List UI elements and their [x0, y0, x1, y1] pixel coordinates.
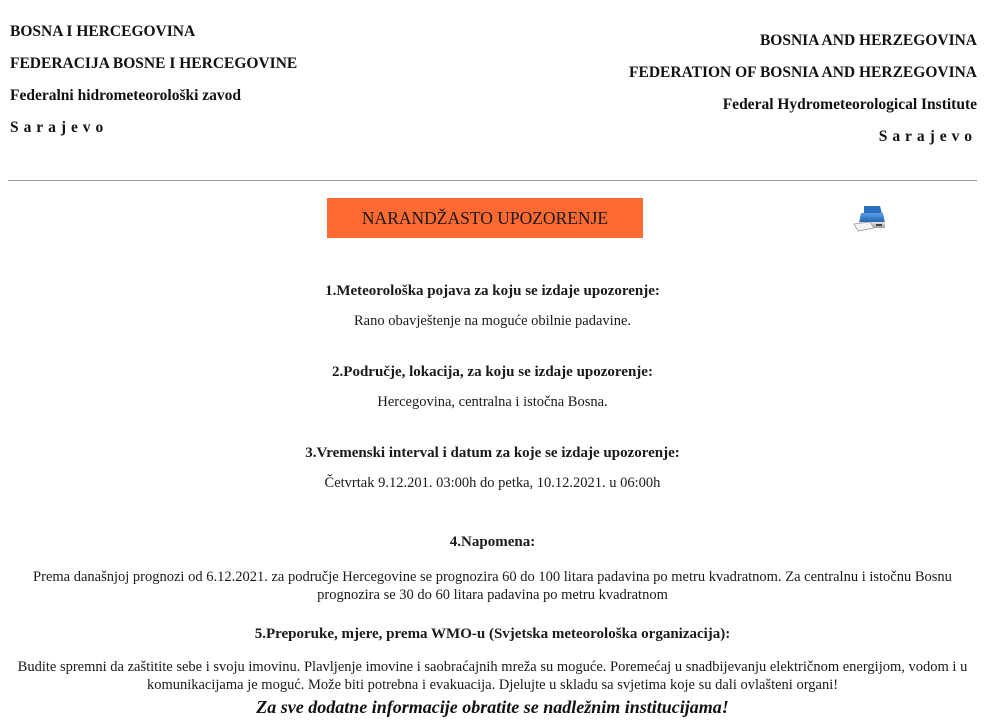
warning-row: [0, 181, 985, 281]
section-2: [12, 362, 973, 411]
warning-content: [0, 281, 985, 718]
closing-note: Za sve dodatne informacije obratite se nadležnim institucijama!: [256, 697, 729, 717]
section-2-title: 2.Područje, lokacija, za koju se izdaje upozorenje:: [332, 364, 653, 380]
warning-level-badge: NARANDŽASTO UPOZORENJE: [327, 198, 643, 238]
header-institute-bs: Federalni hidrometeorološki zavod: [10, 87, 242, 104]
printer-icon[interactable]: [852, 204, 888, 234]
section-1: [12, 281, 973, 330]
section-2-text: Hercegovina, centralna i istočna Bosna.: [377, 394, 608, 410]
header-city-en: Sarajevo: [878, 128, 977, 145]
section-5-title: 5.Preporuke, mjere, prema WMO-u (Svjetska meteorološka organizacija):: [254, 626, 731, 642]
section-4-text: Prema današnjoj prognozi od 6.12.2021. za područje Hercegovine se prognozira 60 do 100 litara padavina po metru kvadratnom. Za centralnu i istočnu Bosnu prognozira se 30 do 60 litara padavina po metru kvadratnom: [33, 569, 952, 603]
section-1-title: 1.Meteorološka pojava za koju se izdaje upozorenje:: [325, 283, 660, 299]
header-city-bs: Sarajevo: [10, 119, 109, 136]
header-country-en: BOSNIA AND HERZEGOVINA: [759, 32, 977, 49]
section-3-title: 3.Vremenski interval i datum za koje se izdaje upozorenje:: [305, 445, 680, 461]
header-left: [10, 22, 297, 150]
section-4-title: 4.Napomena:: [449, 534, 536, 550]
section-5-text: Budite spremni da zaštitite sebe i svoju imovinu. Plavljenje imovine i saobraćajnih mreža su moguće. Poremećaj u snadbijevanju električnom energijom, vodom i u komunikacijama je moguć. Može biti potrebna i evakuacija. Djelujte u skladu sa svjetima koje su dali ovlašteni organi!: [17, 659, 968, 693]
section-3: [12, 443, 973, 492]
header-country-bs: BOSNA I HERCEGOVINA: [10, 23, 196, 40]
section-1-text: Rano obavještenje na moguće obilnie padavine.: [353, 313, 632, 329]
header-institute-en: Federal Hydrometeorological Institute: [722, 96, 977, 113]
page-header: [0, 0, 985, 181]
section-4: [12, 532, 973, 604]
section-5: [12, 624, 973, 694]
header-federation-bs: FEDERACIJA BOSNE I HERCEGOVINE: [10, 55, 298, 72]
header-right: [629, 31, 977, 159]
header-federation-en: FEDERATION OF BOSNIA AND HERZEGOVINA: [629, 64, 977, 81]
section-3-text: Četvrtak 9.12.201. 03:00h do petka, 10.12.2021. u 06:00h: [324, 475, 661, 491]
